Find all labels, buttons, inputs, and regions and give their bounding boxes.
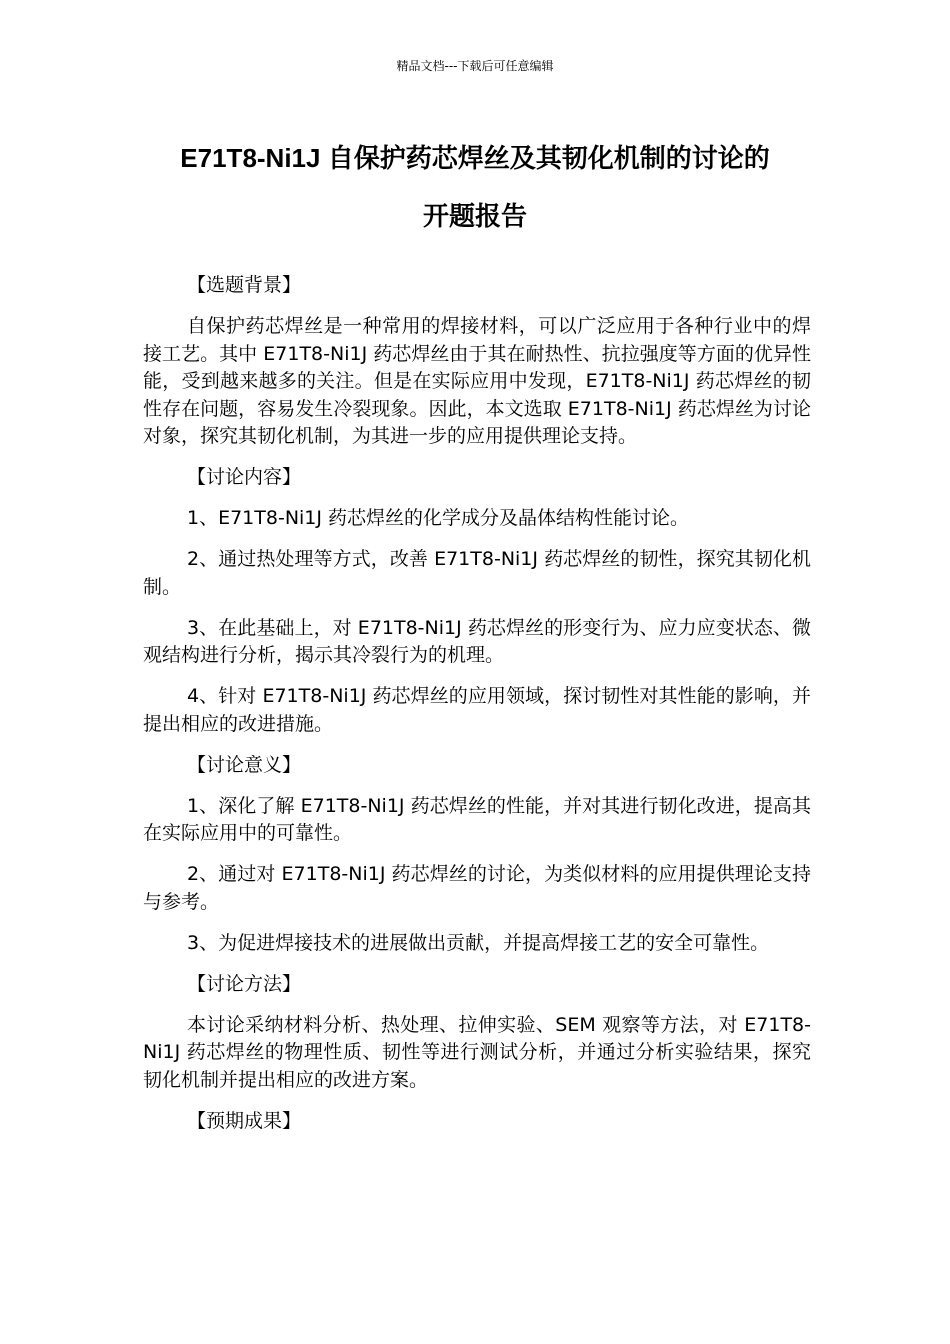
section-heading-content: 【讨论内容】 <box>187 466 302 488</box>
significance-item-1: 1、深化了解 E71T8-Ni1J 药芯焊丝的性能，并对其进行韧化改进，提高其在实际应用中的可靠性。 <box>143 794 811 844</box>
section-heading-results: 【预期成果】 <box>187 1109 302 1132</box>
significance-item-3: 3、为促进焊接技术的进展做出贡献，并提高焊接工艺的安全可靠性。 <box>187 931 770 954</box>
content-item-3: 3、在此基础上，对 E71T8-Ni1J 药芯焊丝的形变行为、应力应变状态、微观结构进行分析，揭示其冷裂行为的机理。 <box>143 616 811 666</box>
document-body <box>143 272 811 1149</box>
section-heading-methods: 【讨论方法】 <box>187 972 302 995</box>
content-item-1: 1、E71T8-Ni1J 药芯焊丝的化学成分及晶体结构性能讨论。 <box>187 507 690 529</box>
title-line-1: E71T8-Ni1J 自保护药芯焊丝及其韧化机制的讨论的 <box>180 143 770 173</box>
title-line-2: 开题报告 <box>422 201 527 231</box>
background-paragraph: 自保护药芯焊丝是一种常用的焊接材料，可以广泛应用于各种行业中的焊接工艺。其中 E71T8-Ni1J 药芯焊丝由于其在耐热性、抗拉强度等方面的优异性能，受到越来越多的关注。但是在实际应用中发现，E71T8-Ni1J 药芯焊丝的韧性存在问题，容易发生冷裂现象。因此，本文选取 E71T8-Ni1J 药芯焊丝为讨论对象，探究其韧化机制，为其进一步的应用提供理论支持。 <box>143 315 811 447</box>
section-heading-significance: 【讨论意义】 <box>187 753 302 776</box>
content-item-2: 2、通过热处理等方式，改善 E71T8-Ni1J 药芯焊丝的韧性，探究其韧化机制。 <box>143 548 811 598</box>
methods-paragraph: 本讨论采纳材料分析、热处理、拉伸实验、SEM 观察等方法，对 E71T8-Ni1J 药芯焊丝的物理性质、韧性等进行测试分析，并通过分析实验结果，探究韧化机制并提出相应的改进方案。 <box>143 1013 811 1091</box>
section-heading-background: 【选题背景】 <box>187 274 302 296</box>
content-item-4: 4、针对 E71T8-Ni1J 药芯焊丝的应用领域，探讨韧性对其性能的影响，并提出相应的改进措施。 <box>143 685 811 735</box>
header-note: 精品文档---下载后可任意编辑 <box>396 59 554 73</box>
significance-item-2: 2、通过对 E71T8-Ni1J 药芯焊丝的讨论，为类似材料的应用提供理论支持与参考。 <box>143 863 811 913</box>
